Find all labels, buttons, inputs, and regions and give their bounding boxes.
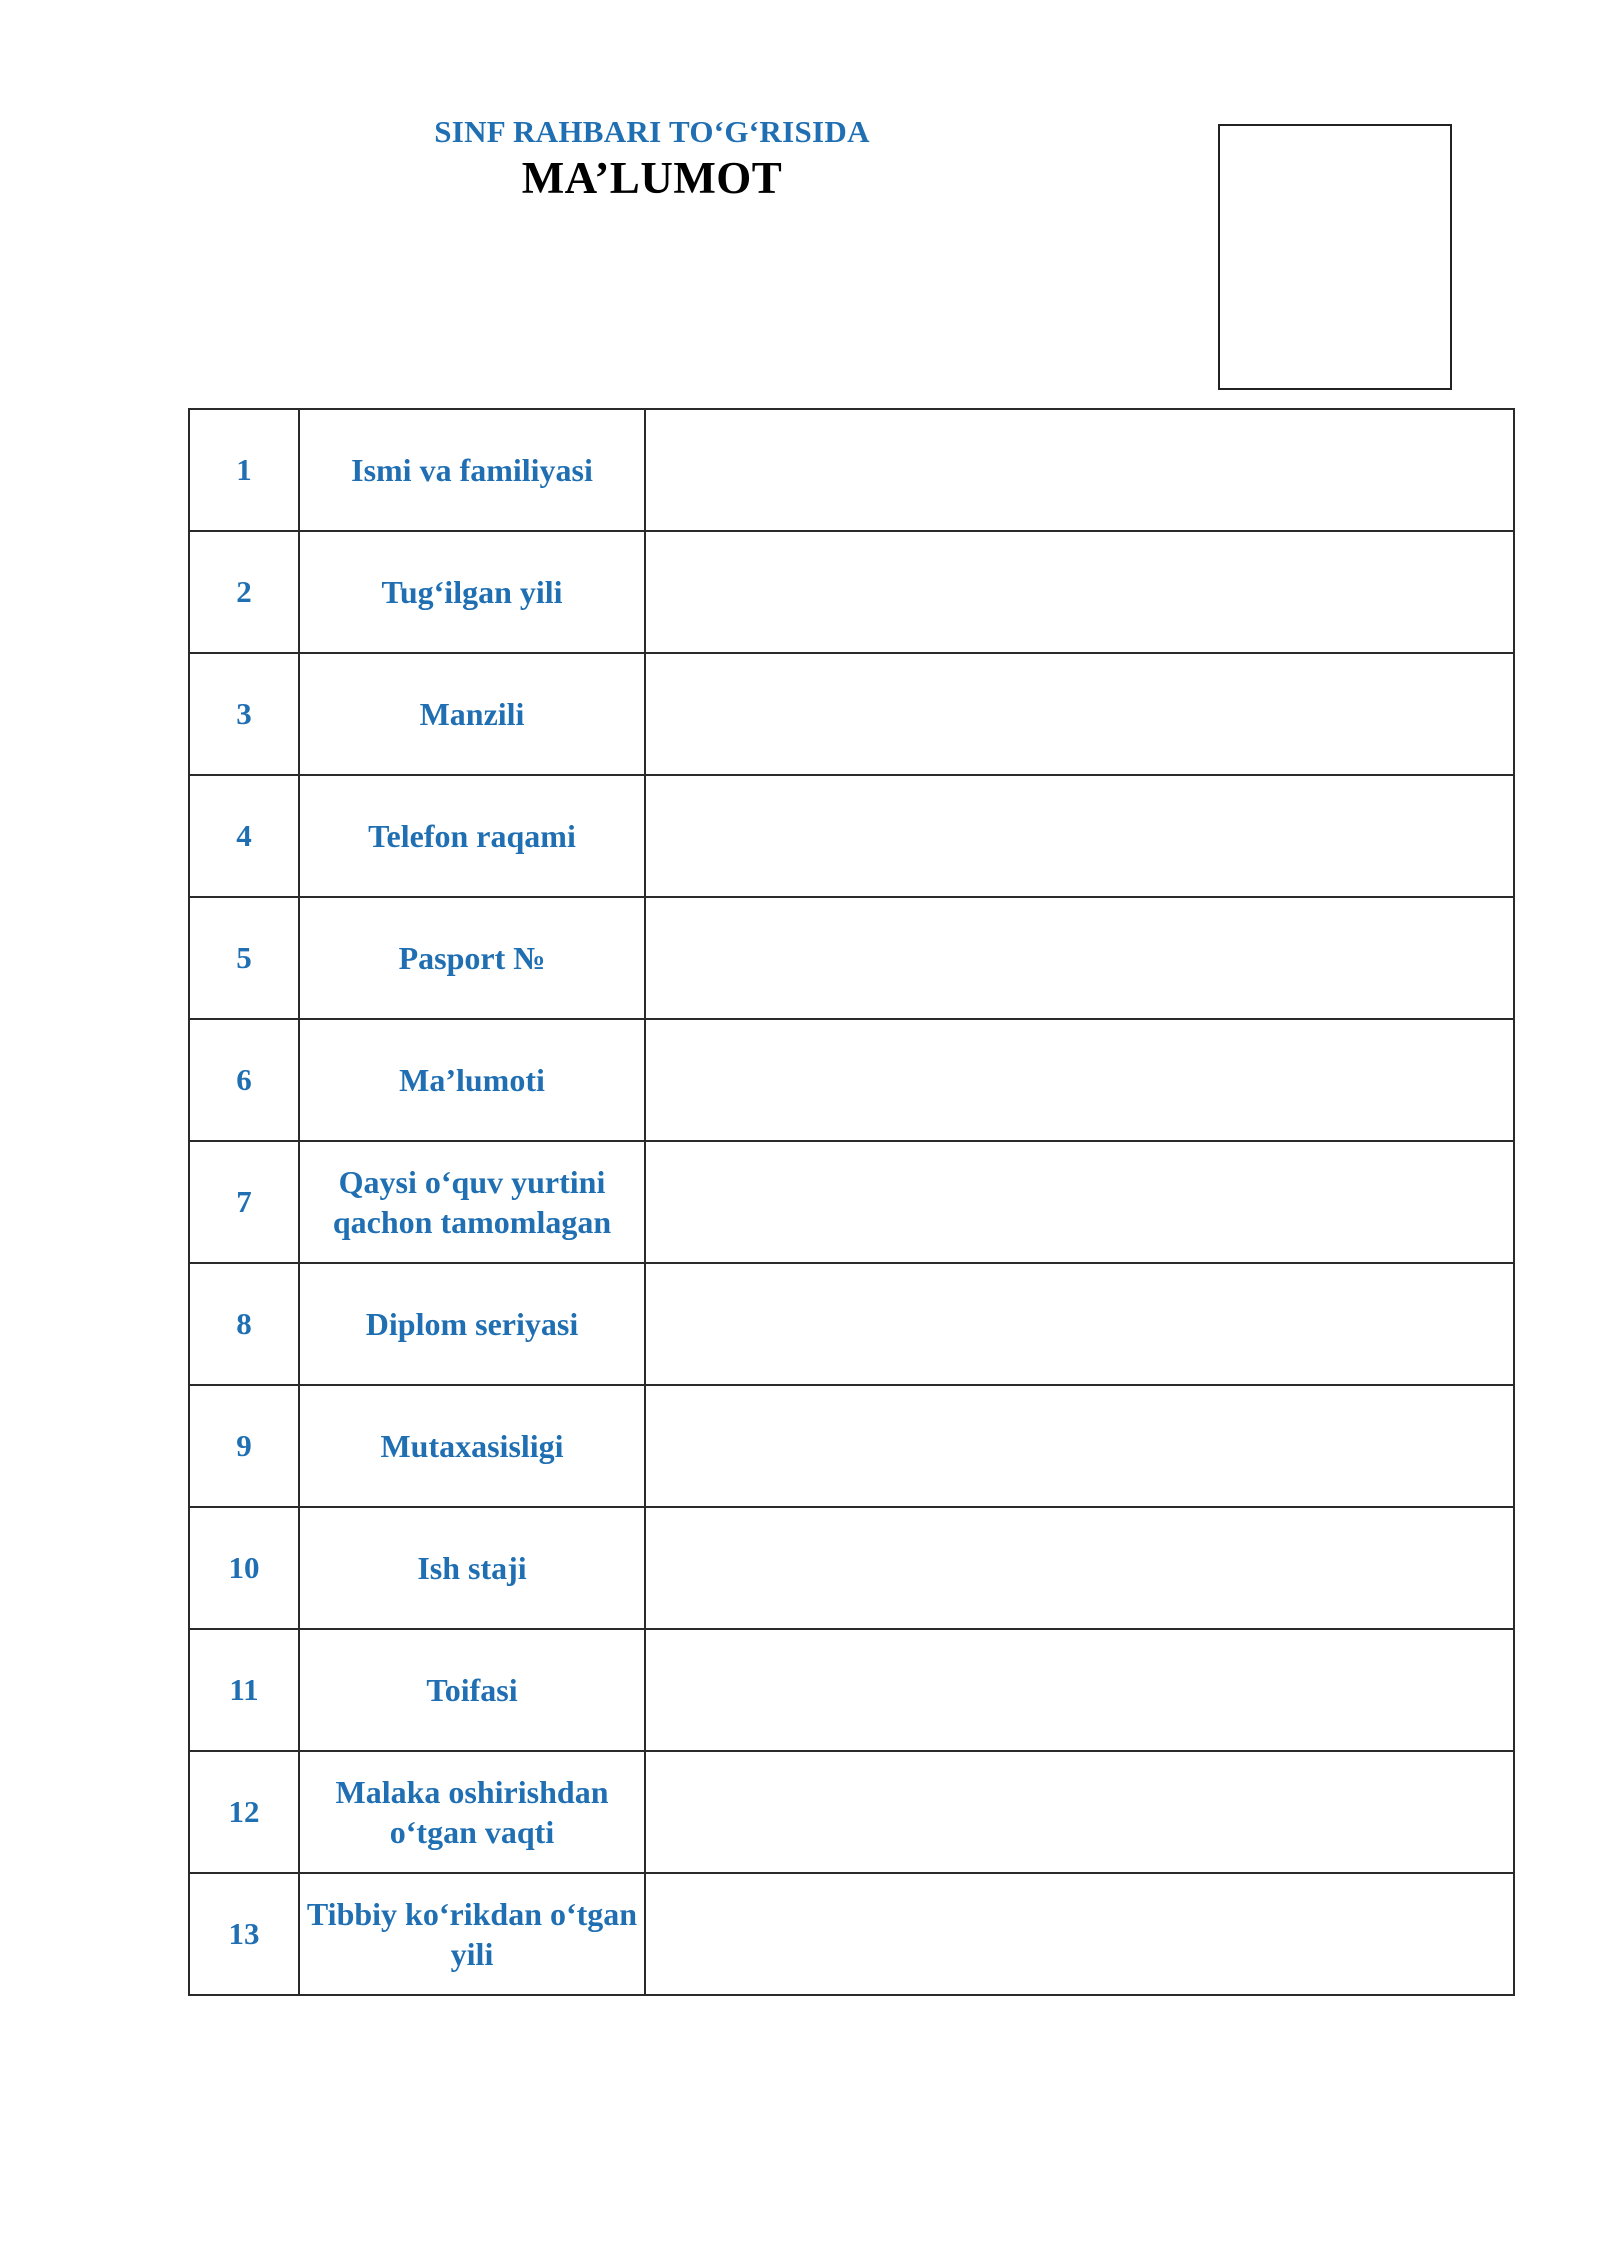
row-value-field[interactable]	[645, 1507, 1514, 1629]
table-row	[189, 1873, 1514, 1995]
info-table	[188, 408, 1515, 1996]
row-value-field[interactable]	[645, 653, 1514, 775]
row-label: Mutaxasisligi	[299, 1385, 645, 1507]
row-number: 3	[189, 653, 299, 775]
row-number: 9	[189, 1385, 299, 1507]
row-label: Manzili	[299, 653, 645, 775]
row-label: Pasport №	[299, 897, 645, 1019]
row-value-field[interactable]	[645, 531, 1514, 653]
row-label: Malaka oshirishdan o‘tgan vaqti	[299, 1751, 645, 1873]
row-number: 12	[189, 1751, 299, 1873]
row-number: 10	[189, 1507, 299, 1629]
row-label: Diplom seriyasi	[299, 1263, 645, 1385]
row-label: Tibbiy ko‘rikdan o‘tgan yili	[299, 1873, 645, 1995]
row-value-field[interactable]	[645, 1873, 1514, 1995]
row-label: Tug‘ilgan yili	[299, 531, 645, 653]
row-value-field[interactable]	[645, 1629, 1514, 1751]
row-number: 7	[189, 1141, 299, 1263]
row-value-field[interactable]	[645, 1751, 1514, 1873]
table-row	[189, 531, 1514, 653]
row-value-field[interactable]	[645, 409, 1514, 531]
row-number: 11	[189, 1629, 299, 1751]
row-number: 6	[189, 1019, 299, 1141]
row-value-field[interactable]	[645, 1385, 1514, 1507]
document-subtitle: SINF RAHBARI TO‘G‘RISIDA	[434, 114, 870, 149]
table-row	[189, 1263, 1514, 1385]
row-number: 1	[189, 409, 299, 531]
row-label: Ismi va familiyasi	[299, 409, 645, 531]
row-number: 13	[189, 1873, 299, 1995]
row-number: 8	[189, 1263, 299, 1385]
table-row	[189, 1751, 1514, 1873]
row-value-field[interactable]	[645, 897, 1514, 1019]
table-row	[189, 1019, 1514, 1141]
row-value-field[interactable]	[645, 1141, 1514, 1263]
table-row	[189, 1385, 1514, 1507]
table-row	[189, 897, 1514, 1019]
row-value-field[interactable]	[645, 1263, 1514, 1385]
table-row	[189, 409, 1514, 531]
row-label: Telefon raqami	[299, 775, 645, 897]
table-row	[189, 653, 1514, 775]
row-label: Toifasi	[299, 1629, 645, 1751]
table-row	[189, 775, 1514, 897]
table-row	[189, 1629, 1514, 1751]
table-row	[189, 1507, 1514, 1629]
row-label: Ish staji	[299, 1507, 645, 1629]
table-row	[189, 1141, 1514, 1263]
row-label: Ma’lumoti	[299, 1019, 645, 1141]
row-number: 5	[189, 897, 299, 1019]
row-number: 4	[189, 775, 299, 897]
row-label: Qaysi o‘quv yurtini qachon tamomlagan	[299, 1141, 645, 1263]
row-value-field[interactable]	[645, 775, 1514, 897]
row-value-field[interactable]	[645, 1019, 1514, 1141]
photo-placeholder	[1218, 124, 1452, 390]
document-title: MA’LUMOT	[521, 153, 783, 203]
row-number: 2	[189, 531, 299, 653]
